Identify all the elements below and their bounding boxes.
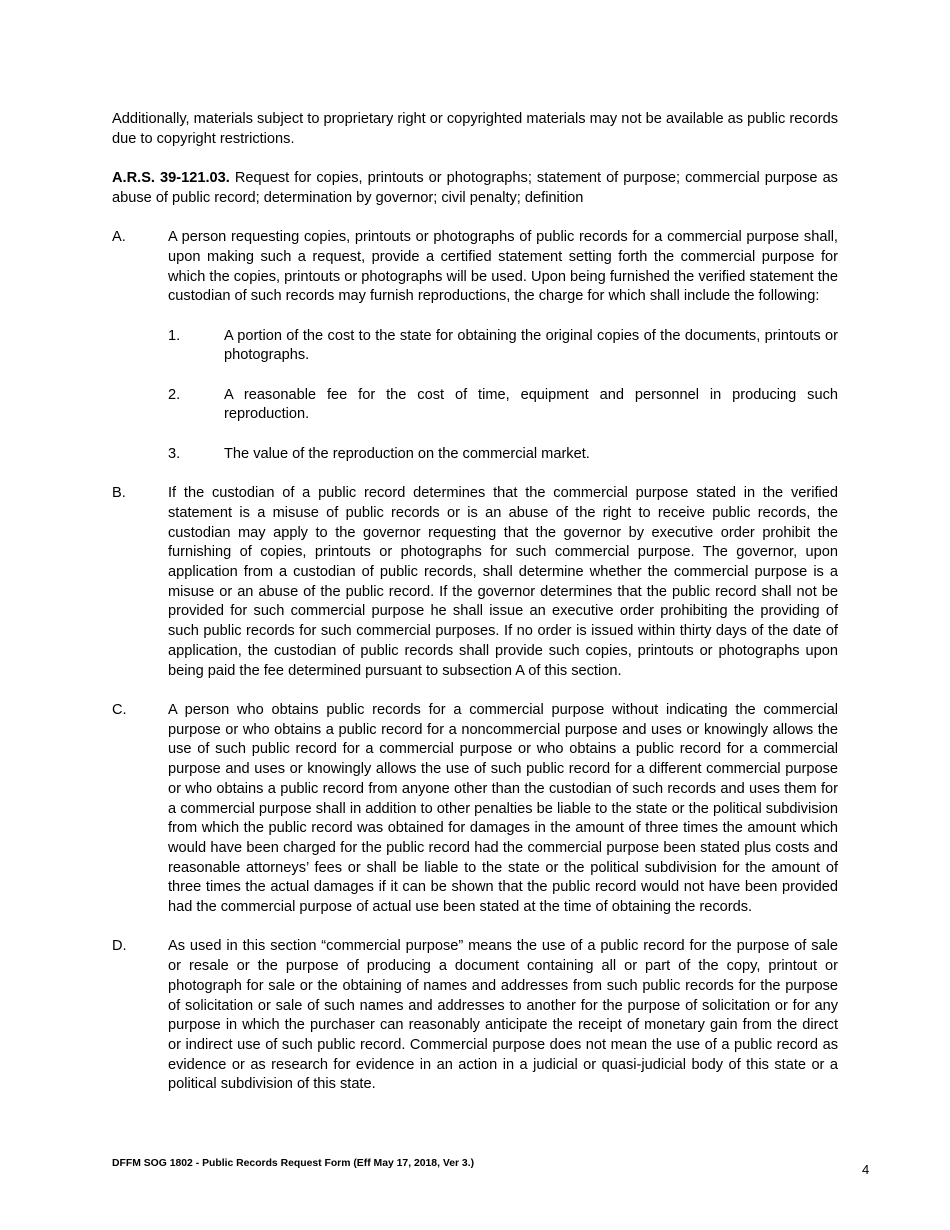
list-item-text: A person who obtains public records for a commercial purpose without indicating the commercial purpose or who obtains a public record for a noncommercial purpose and uses or knowingly allows the use of such public record for a commercial purpose or who obtains a public record for a commercial purpose and uses or knowingly allows the use of such public record for a different commercial purpose or who obtains a public record from anyone other than the custodian of such records and uses them for a commercial purpose shall in addition to other penalties be liable to the state or the political subdivision from which the public record was obtained for damages in the amount of three times the amount which would have been charged for the public record had the commercial purpose been stated plus costs and reasonable attorneys’ fees or shall be liable to the state or the political subdivision for the amount of three times the actual damages if it can be shown that the public record would not have been provided had the commercial purpose of actual use been stated at the time of obtaining the records. [168,701,838,916]
list-item-text: If the custodian of a public record determines that the commercial purpose stated in the verified statement is a misuse of public records or is an abuse of the right to receive public records, the custodian may apply to the governor requesting that the governor by executive order prohibit the furnishing of copies, printouts or photographs for such commercial purpose. The governor, upon application from a custodian of public records, shall determine whether the commercial purpose is a misuse or an abuse of the public record. If the governor determines that the public record shall not be provided for such commercial purpose he shall issue an executive order prohibiting the providing of such public records for such commercial purposes. If no order is issued within thirty days of the date of application, the custodian of public records shall provide such copies, printouts or photographs upon being paid the fee determined pursuant to subsection A of this section. [168,485,838,679]
sublist-item-text: The value of the reproduction on the commercial market. [224,445,590,462]
list-marker: B. [112,485,126,502]
list-item-text: A person requesting copies, printouts or photographs of public records for a commercial purpose shall, upon making such a request, provide a certified statement setting forth the commercial purpose for which the copies, printouts or photographs will be used. Upon being furnished the verified statement the custodian of such records may furnish reproductions, the charge for which shall include the following: [168,229,838,305]
list-item-d [112,937,838,1095]
page-number: 4 [862,1162,870,1177]
intro-paragraph: Additionally, materials subject to proprietary right or copyrighted materials may not be available as public records due to copyright restrictions. [112,111,838,147]
list-item-b [112,484,838,681]
sublist-marker: 1. [168,327,181,344]
sublist-marker: 3. [168,445,181,462]
statute-code: A.R.S. 39-121.03. [112,170,230,187]
sublist-item-2 [168,386,838,425]
list-item-a [112,228,838,307]
sublist-item-1 [168,327,838,366]
list-item-c [112,701,838,918]
sublist-item-text: A reasonable fee for the cost of time, equipment and personnel in producing such reproduction. [224,386,838,423]
sublist-marker: 2. [168,386,181,403]
list-marker: C. [112,701,127,718]
list-marker: D. [112,938,127,955]
sublist-item-3 [168,445,838,465]
document-body [112,110,838,1115]
list-marker: A. [112,229,126,246]
footer-form-label: DFFM SOG 1802 - Public Records Request Form (Eff May 17, 2018, Ver 3.) [112,1158,475,1169]
sublist-item-text: A portion of the cost to the state for obtaining the original copies of the documents, printouts or photographs. [224,327,838,364]
statute-heading [112,169,838,208]
statute-title: Request for copies, printouts or photographs; statement of purpose; commercial purpose as abuse of public record; determination by governor; civil penalty; definition [112,170,838,206]
sublist [168,327,838,465]
list-item-text: As used in this section “commercial purpose” means the use of a public record for the purpose of sale or resale or the purpose of producing a document containing all or part of the copy, printout or photograph for sale or the obtaining of names and addresses from such public records for the purpose of solicitation or sale of such names and addresses to another for the purpose of solicitation or for any purpose in which the purchaser can reasonably anticipate the receipt of monetary gain from the direct or indirect use of such public record. Commercial purpose does not mean the use of a public record as evidence or as research for evidence in an action in a judicial or quasi-judicial body of this state or a political subdivision of this state. [168,938,838,1093]
